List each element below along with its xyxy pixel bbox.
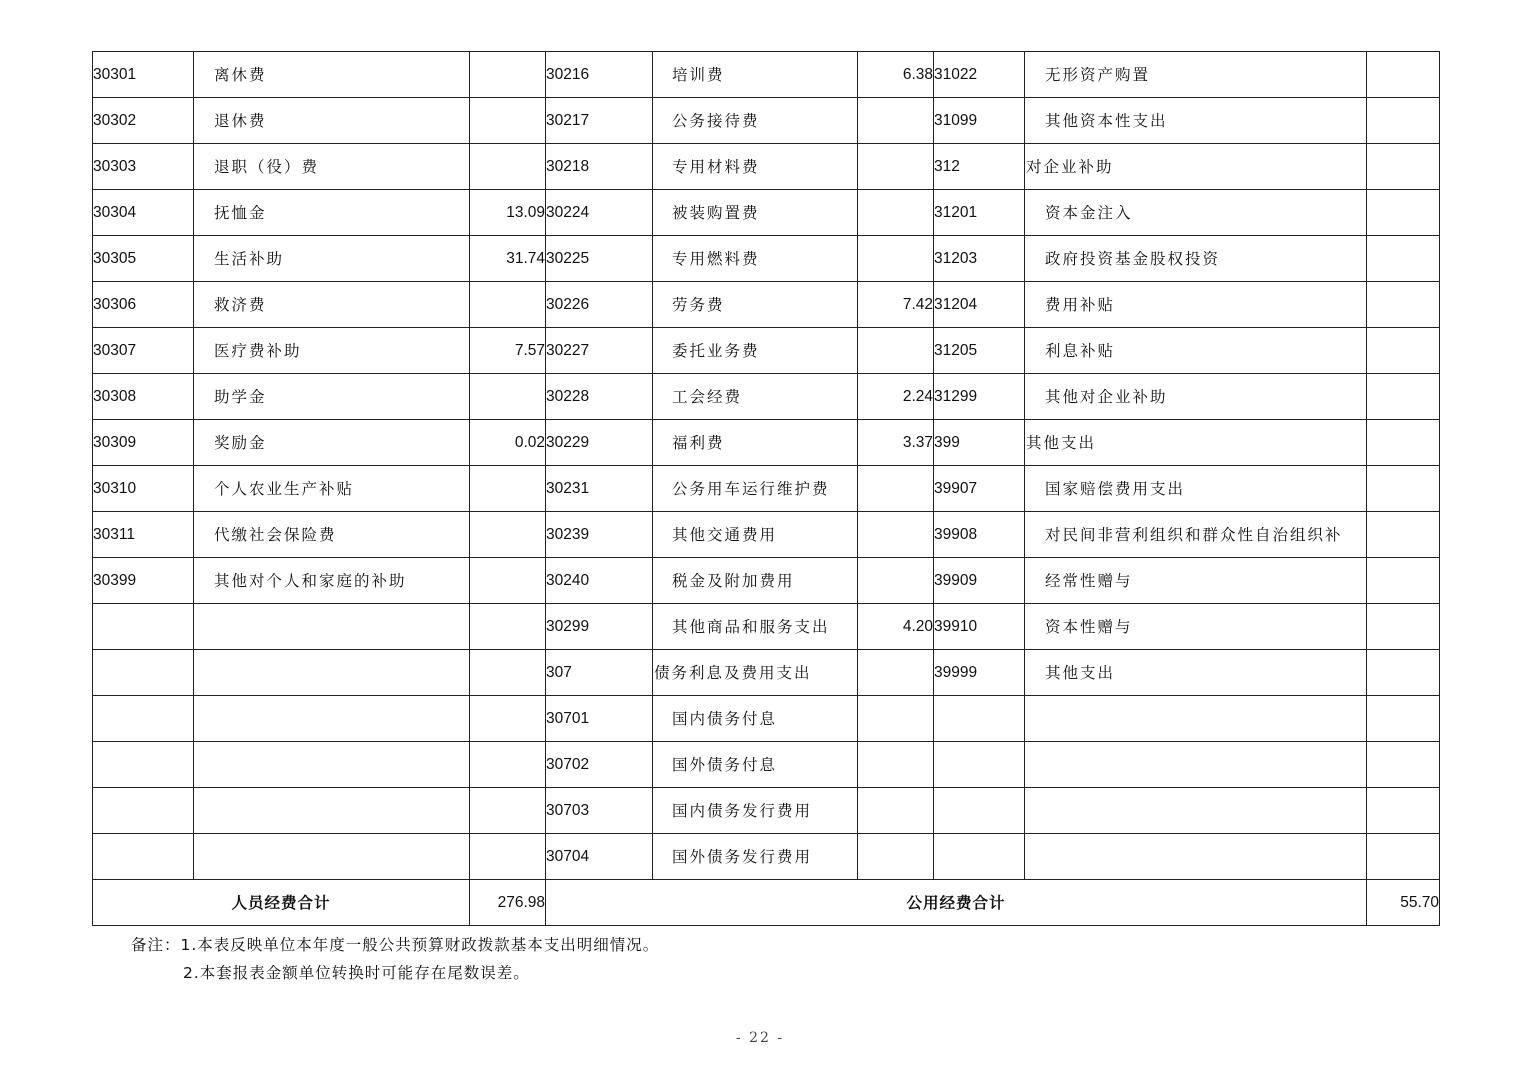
item-name-cell: 费用补贴 (1025, 282, 1367, 328)
item-name-cell: 公务接待费 (653, 98, 858, 144)
table-row (93, 282, 1440, 328)
code-cell: 30239 (546, 512, 653, 558)
item-name-cell: 个人农业生产补贴 (194, 466, 470, 512)
code-cell: 31205 (934, 328, 1025, 374)
item-name-cell: 退休费 (194, 98, 470, 144)
code-cell: 30231 (546, 466, 653, 512)
item-name-cell (194, 834, 470, 880)
table-row (93, 98, 1440, 144)
item-name-cell: 资本性赠与 (1025, 604, 1367, 650)
table-row (93, 236, 1440, 282)
code-cell: 30240 (546, 558, 653, 604)
amount-cell (1367, 466, 1440, 512)
amount-cell (470, 834, 546, 880)
code-cell: 30302 (93, 98, 194, 144)
code-cell: 30304 (93, 190, 194, 236)
code-cell: 30310 (93, 466, 194, 512)
item-name-cell: 其他交通费用 (653, 512, 858, 558)
code-cell: 30229 (546, 420, 653, 466)
item-name-cell: 其他支出 (1025, 420, 1367, 466)
amount-cell (1367, 696, 1440, 742)
code-cell: 30307 (93, 328, 194, 374)
table-row (93, 742, 1440, 788)
item-name-cell: 医疗费补助 (194, 328, 470, 374)
amount-cell (470, 604, 546, 650)
code-cell (93, 696, 194, 742)
code-cell: 30701 (546, 696, 653, 742)
amount-cell: 3.37 (858, 420, 934, 466)
item-name-cell: 其他支出 (1025, 650, 1367, 696)
code-cell: 30306 (93, 282, 194, 328)
item-name-cell: 国内债务付息 (653, 696, 858, 742)
amount-cell (1367, 374, 1440, 420)
item-name-cell: 奖励金 (194, 420, 470, 466)
code-cell: 30224 (546, 190, 653, 236)
code-cell (93, 650, 194, 696)
code-cell: 30299 (546, 604, 653, 650)
note-line-2: 2.本套报表金额单位转换时可能存在尾数误差。 (183, 964, 530, 982)
code-cell: 30303 (93, 144, 194, 190)
item-name-cell (1025, 834, 1367, 880)
item-name-cell: 国外债务付息 (653, 742, 858, 788)
item-name-cell: 工会经费 (653, 374, 858, 420)
amount-cell (1367, 420, 1440, 466)
amount-cell: 7.42 (858, 282, 934, 328)
personnel-total-label: 人员经费合计 (93, 880, 470, 926)
item-name-cell: 专用材料费 (653, 144, 858, 190)
item-name-cell: 被装购置费 (653, 190, 858, 236)
code-cell: 30311 (93, 512, 194, 558)
item-name-cell: 无形资产购置 (1025, 52, 1367, 98)
code-cell: 39908 (934, 512, 1025, 558)
code-cell: 30305 (93, 236, 194, 282)
amount-cell (858, 742, 934, 788)
amount-cell: 7.57 (470, 328, 546, 374)
item-name-cell (194, 742, 470, 788)
totals-row (93, 880, 1440, 926)
public-total-amount: 55.70 (1367, 880, 1440, 926)
item-name-cell (1025, 742, 1367, 788)
code-cell: 30704 (546, 834, 653, 880)
code-cell: 30301 (93, 52, 194, 98)
code-cell (934, 788, 1025, 834)
amount-cell (1367, 144, 1440, 190)
item-name-cell: 救济费 (194, 282, 470, 328)
item-name-cell: 其他资本性支出 (1025, 98, 1367, 144)
table-row (93, 144, 1440, 190)
code-cell: 30218 (546, 144, 653, 190)
item-name-cell: 抚恤金 (194, 190, 470, 236)
amount-cell (1367, 788, 1440, 834)
amount-cell (858, 466, 934, 512)
item-name-cell: 代缴社会保险费 (194, 512, 470, 558)
amount-cell (858, 650, 934, 696)
table-row (93, 834, 1440, 880)
amount-cell (470, 98, 546, 144)
code-cell: 31299 (934, 374, 1025, 420)
item-name-cell: 债务利息及费用支出 (653, 650, 858, 696)
amount-cell: 4.20 (858, 604, 934, 650)
item-name-cell: 劳务费 (653, 282, 858, 328)
amount-cell (470, 282, 546, 328)
amount-cell: 6.38 (858, 52, 934, 98)
item-name-cell: 其他商品和服务支出 (653, 604, 858, 650)
code-cell: 31203 (934, 236, 1025, 282)
code-cell (934, 834, 1025, 880)
item-name-cell: 利息补贴 (1025, 328, 1367, 374)
item-name-cell: 培训费 (653, 52, 858, 98)
amount-cell (1367, 650, 1440, 696)
item-name-cell (194, 696, 470, 742)
amount-cell (1367, 604, 1440, 650)
item-name-cell: 福利费 (653, 420, 858, 466)
amount-cell (1367, 190, 1440, 236)
code-cell (93, 604, 194, 650)
code-cell: 39907 (934, 466, 1025, 512)
note-line-1: 备注：1.本表反映单位本年度一般公共预算财政拨款基本支出明细情况。 (131, 936, 660, 954)
amount-cell (1367, 52, 1440, 98)
amount-cell (470, 512, 546, 558)
amount-cell (1367, 236, 1440, 282)
table-row (93, 466, 1440, 512)
code-cell: 30399 (93, 558, 194, 604)
item-name-cell: 税金及附加费用 (653, 558, 858, 604)
item-name-cell: 国家赔偿费用支出 (1025, 466, 1367, 512)
table-row (93, 604, 1440, 650)
table-row (93, 190, 1440, 236)
item-name-cell: 对民间非营利组织和群众性自治组织补 (1025, 512, 1367, 558)
public-total-label: 公用经费合计 (546, 880, 1367, 926)
amount-cell (858, 144, 934, 190)
code-cell: 39910 (934, 604, 1025, 650)
expenditure-detail-table (92, 51, 1440, 926)
item-name-cell (194, 650, 470, 696)
amount-cell (1367, 98, 1440, 144)
item-name-cell: 对企业补助 (1025, 144, 1367, 190)
code-cell: 31099 (934, 98, 1025, 144)
code-cell: 31204 (934, 282, 1025, 328)
amount-cell: 2.24 (858, 374, 934, 420)
item-name-cell: 专用燃料费 (653, 236, 858, 282)
amount-cell: 0.02 (470, 420, 546, 466)
table-row (93, 52, 1440, 98)
item-name-cell: 经常性赠与 (1025, 558, 1367, 604)
table-row (93, 328, 1440, 374)
code-cell (93, 742, 194, 788)
table-body (93, 52, 1440, 880)
item-name-cell (194, 788, 470, 834)
item-name-cell: 其他对企业补助 (1025, 374, 1367, 420)
amount-cell (1367, 558, 1440, 604)
amount-cell (1367, 742, 1440, 788)
item-name-cell: 助学金 (194, 374, 470, 420)
amount-cell (858, 788, 934, 834)
amount-cell (858, 328, 934, 374)
item-name-cell: 资本金注入 (1025, 190, 1367, 236)
code-cell: 30226 (546, 282, 653, 328)
amount-cell (858, 98, 934, 144)
amount-cell: 13.09 (470, 190, 546, 236)
item-name-cell: 离休费 (194, 52, 470, 98)
item-name-cell: 国外债务发行费用 (653, 834, 858, 880)
item-name-cell: 其他对个人和家庭的补助 (194, 558, 470, 604)
amount-cell (470, 696, 546, 742)
amount-cell (858, 696, 934, 742)
amount-cell (470, 52, 546, 98)
notes (131, 931, 659, 987)
item-name-cell: 退职（役）费 (194, 144, 470, 190)
code-cell (934, 696, 1025, 742)
code-cell (93, 788, 194, 834)
table-row (93, 558, 1440, 604)
code-cell: 39909 (934, 558, 1025, 604)
amount-cell (858, 512, 934, 558)
code-cell: 312 (934, 144, 1025, 190)
amount-cell (470, 558, 546, 604)
amount-cell (1367, 512, 1440, 558)
item-name-cell (1025, 696, 1367, 742)
item-name-cell: 生活补助 (194, 236, 470, 282)
table-row (93, 696, 1440, 742)
code-cell: 30227 (546, 328, 653, 374)
code-cell: 30216 (546, 52, 653, 98)
item-name-cell: 国内债务发行费用 (653, 788, 858, 834)
code-cell: 30308 (93, 374, 194, 420)
code-cell: 30228 (546, 374, 653, 420)
amount-cell (858, 558, 934, 604)
table-row (93, 650, 1440, 696)
code-cell: 31022 (934, 52, 1025, 98)
page-number: - 22 - (735, 1030, 785, 1046)
code-cell (93, 834, 194, 880)
code-cell: 30217 (546, 98, 653, 144)
code-cell: 30309 (93, 420, 194, 466)
code-cell: 30702 (546, 742, 653, 788)
table-row (93, 374, 1440, 420)
code-cell: 399 (934, 420, 1025, 466)
amount-cell (470, 650, 546, 696)
amount-cell (470, 144, 546, 190)
amount-cell (470, 466, 546, 512)
amount-cell (470, 742, 546, 788)
table-row (93, 788, 1440, 834)
item-name-cell: 公务用车运行维护费 (653, 466, 858, 512)
table-row (93, 512, 1440, 558)
amount-cell (858, 236, 934, 282)
amount-cell (1367, 834, 1440, 880)
amount-cell (858, 834, 934, 880)
amount-cell (470, 788, 546, 834)
item-name-cell (1025, 788, 1367, 834)
amount-cell (470, 374, 546, 420)
item-name-cell (194, 604, 470, 650)
personnel-total-amount: 276.98 (470, 880, 546, 926)
amount-cell (1367, 282, 1440, 328)
code-cell: 39999 (934, 650, 1025, 696)
amount-cell (1367, 328, 1440, 374)
code-cell: 30703 (546, 788, 653, 834)
code-cell: 30225 (546, 236, 653, 282)
code-cell: 31201 (934, 190, 1025, 236)
table-row (93, 420, 1440, 466)
amount-cell (858, 190, 934, 236)
code-cell (934, 742, 1025, 788)
amount-cell: 31.74 (470, 236, 546, 282)
code-cell: 307 (546, 650, 653, 696)
item-name-cell: 政府投资基金股权投资 (1025, 236, 1367, 282)
item-name-cell: 委托业务费 (653, 328, 858, 374)
